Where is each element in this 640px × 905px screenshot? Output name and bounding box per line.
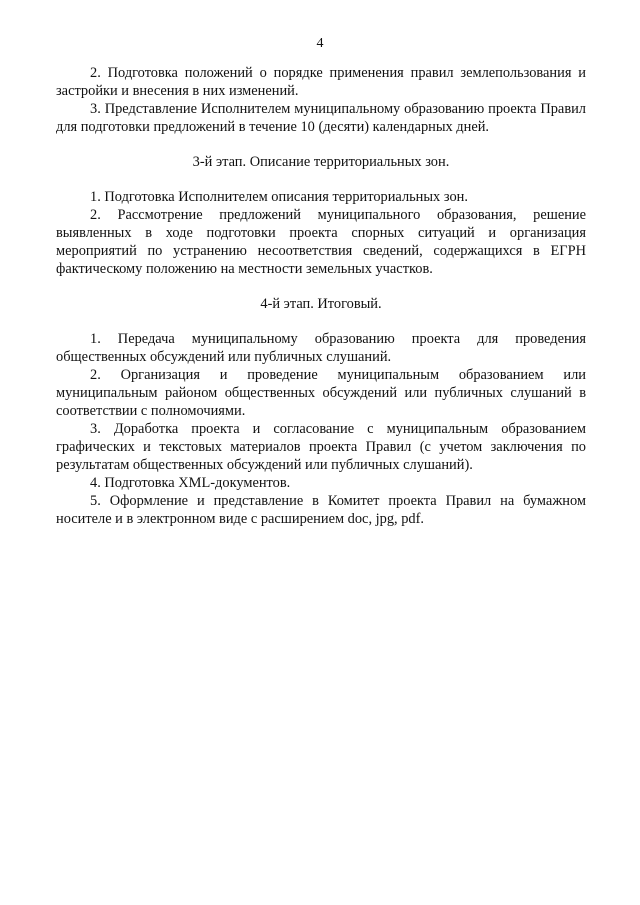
stage4-item-4: 4. Подготовка XML-документов.	[90, 475, 291, 491]
stage3-heading: 3-й этап. Описание территориальных зон.	[192, 154, 450, 170]
stage4-item-5: 5. Оформление и представление в Комитет проекта Правил на бумажном носителе и в электронном виде с расширением doc, jpg, pdf.	[56, 493, 586, 527]
stage3-item-2: 2. Рассмотрение предложений муниципального образования, решение выявленных в ходе подготовки проекта спорных ситуаций и организация мероприятий по устранению несоответствия сведений, содержащихся в ЕГРН фактическому положению на местности земельных участков.	[56, 207, 586, 277]
stage3-item-1: 1. Подготовка Исполнителем описания территориальных зон.	[90, 189, 468, 205]
stage2-item-2: 2. Подготовка положений о порядке применения правил землепользования и застройки и внесения в них изменений.	[56, 65, 586, 99]
page-number: 4	[316, 36, 324, 51]
stage4-item-3: 3. Доработка проекта и согласование с муниципальным образованием графических и текстовых материалов проекта Правил (с учетом заключения по результатам общественных обсуждений или публичных слушаний).	[56, 421, 586, 473]
stage4-item-2: 2. Организация и проведение муниципальным образованием или муниципальным районом общественных обсуждений или публичных слушаний в соответствии с полномочиями.	[56, 367, 586, 419]
stage4-heading: 4-й этап. Итоговый.	[260, 296, 382, 312]
stage2-item-3: 3. Представление Исполнителем муниципальному образованию проекта Правил для подготовки предложений в течение 10 (десяти) календарных дней.	[56, 101, 586, 135]
stage4-item-1: 1. Передача муниципальному образованию проекта для проведения общественных обсуждений или публичных слушаний.	[56, 331, 586, 365]
document-body	[56, 64, 586, 528]
